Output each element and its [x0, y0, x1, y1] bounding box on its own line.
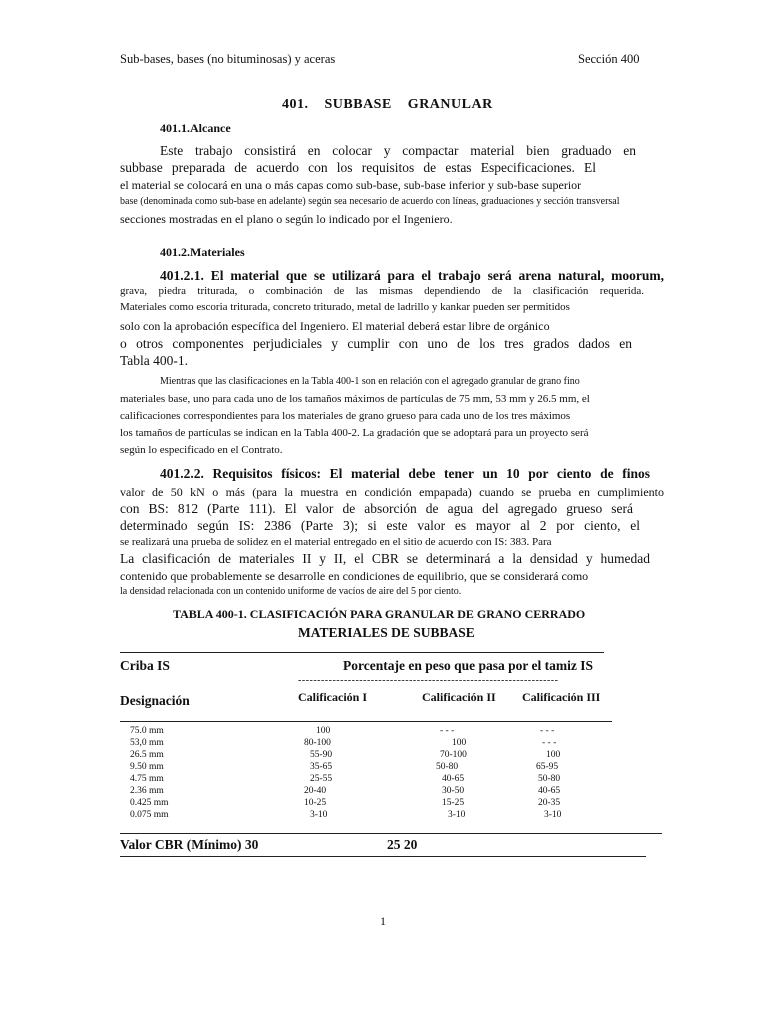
section-title: 401. SUBBASE GRANULAR [282, 97, 493, 112]
table-cell-grade-3: 50-80 [538, 774, 561, 784]
table-cell-grade-2: 70-100 [440, 750, 467, 760]
table-cell-sieve: 26.5 mm [130, 750, 164, 760]
alcance-line: secciones mostradas en el plano o según lo indicado por el Ingeniero. [120, 212, 453, 226]
table-rule-top [120, 652, 604, 653]
col-header-grade-2: Calificación II [422, 690, 496, 704]
table-cell-grade-1: 80-100 [304, 738, 331, 748]
table-cell-sieve: 75.0 mm [130, 726, 164, 736]
materials-line: o otros componentes perjudiciales y cumplir con uno de los tres grados dados en [120, 336, 632, 351]
gradation-line: los tamaños de partículas se indican en la Tabla 400-2. La gradación que se adoptará para un proyecto será [120, 427, 589, 439]
header-dash-rule: -------------------------------------------------------------------- [298, 675, 559, 686]
cbr-values: 25 20 [387, 837, 418, 852]
table-rule-body [120, 833, 662, 834]
materials-lead: 401.2.1. El material que se utilizará para el trabajo será arena natural, moorum, [160, 268, 664, 283]
gradation-line: materiales base, uno para cada uno de los tamaños máximos de partículas de 75 mm, 53 mm y 26.5 mm, el [120, 393, 590, 405]
col-header-percent: Porcentaje en peso que pasa por el tamiz IS [343, 658, 593, 673]
table-cell-grade-3: 3-10 [544, 810, 562, 820]
gradation-line: Mientras que las clasificaciones en la Tabla 400-1 son en relación con el agregado granular de grano fino [160, 376, 580, 387]
table-rule-header [120, 721, 612, 722]
table-cell-grade-3: - - - [540, 726, 555, 736]
gradation-line: calificaciones correspondientes para los materiales de grano grueso para cada uno de los tres máximos [120, 410, 571, 422]
alcance-line: el material se colocará en una o más capas como sub-base, sub-base inferior y sub-base superior [120, 178, 582, 192]
table-cell-grade-2: 15-25 [442, 798, 465, 808]
table-cell-grade-3: 20-35 [538, 798, 561, 808]
table-cell-sieve: 9.50 mm [130, 762, 164, 772]
table-cell-sieve: 53,0 mm [130, 738, 164, 748]
page-number: 1 [380, 914, 386, 928]
cbr-label: Valor CBR (Mínimo) 30 [120, 837, 259, 852]
col-header-grade-1: Calificación I [298, 690, 367, 704]
table-cell-grade-2: 100 [452, 738, 467, 748]
table-cell-sieve: 2.36 mm [130, 786, 164, 796]
table-caption: TABLA 400-1. CLASIFICACIÓN PARA GRANULAR DE GRANO CERRADO [173, 607, 586, 621]
table-cell-grade-2: - - - [440, 726, 455, 736]
physical-line: la densidad relacionada con un contenido uniforme de vacíos de aire del 5 por ciento. [120, 586, 462, 597]
table-cell-sieve: 4.75 mm [130, 774, 164, 784]
subsection-heading-alcance: 401.1.Alcance [160, 121, 231, 135]
table-cell-grade-2: 40-65 [442, 774, 465, 784]
alcance-line: base (denominada como sub-base en adelante) según sea necesario de acuerdo con líneas, graduaciones y sección transversal [120, 196, 620, 207]
physical-line: con BS: 812 (Parte 111). El valor de absorción de agua del agregado grueso será [120, 501, 633, 516]
table-cell-grade-1: 35-65 [310, 762, 333, 772]
col-header-sieve: Criba IS [120, 658, 170, 673]
table-caption-subtitle: MATERIALES DE SUBBASE [298, 625, 475, 640]
table-cell-sieve: 0.425 mm [130, 798, 169, 808]
table-cell-grade-3: 40-65 [538, 786, 561, 796]
table-cell-grade-1: 3-10 [310, 810, 328, 820]
table-cell-grade-1: 100 [316, 726, 331, 736]
table-cell-grade-1: 55-90 [310, 750, 333, 760]
physical-line: se realizará una prueba de solidez en el material entregado en el sitio de acuerdo con IS: 383. Para [120, 536, 552, 548]
table-cell-grade-3: - - - [542, 738, 557, 748]
col-header-grade-3: Calificación III [522, 690, 601, 704]
table-cell-grade-3: 65-95 [536, 762, 559, 772]
physical-line: contenido que probablemente se desarrolle en condiciones de equilibrio, que se considerará como [120, 569, 589, 583]
physical-line: determinado según IS: 2386 (Parte 3); si este valor es mayor al 2 por ciento, el [120, 518, 640, 533]
materials-line: solo con la aprobación específica del Ingeniero. El material deberá estar libre de orgánico [120, 319, 550, 333]
table-cell-sieve: 0.075 mm [130, 810, 169, 820]
alcance-line: subbase preparada de acuerdo con los requisitos de estas Especificaciones. El [120, 160, 596, 175]
running-header-right: Sección 400 [578, 52, 640, 66]
materials-line: Tabla 400-1. [120, 353, 189, 368]
gradation-line: según lo especificado en el Contrato. [120, 444, 283, 456]
subsection-heading-materiales: 401.2.Materiales [160, 245, 245, 259]
table-cell-grade-1: 25-55 [310, 774, 333, 784]
table-cell-grade-2: 3-10 [448, 810, 466, 820]
materials-line: Materiales como escoria triturada, concreto triturado, metal de ladrillo y kankar pueden ser permitidos [120, 301, 570, 313]
materials-line: grava, piedra triturada, o combinación de las mismas dependiendo de la clasificación requerida. [120, 285, 644, 297]
table-cell-grade-3: 100 [546, 750, 561, 760]
table-cell-grade-1: 20-40 [304, 786, 327, 796]
alcance-line: Este trabajo consistirá en colocar y compactar material bien graduado en [160, 143, 636, 158]
table-cell-grade-1: 10-25 [304, 798, 327, 808]
physical-requirements-lead: 401.2.2. Requisitos físicos: El material debe tener un 10 por ciento de finos [160, 466, 650, 481]
running-header-left: Sub-bases, bases (no bituminosas) y aceras [120, 52, 336, 66]
col-header-designation: Designación [120, 693, 190, 708]
physical-line: La clasificación de materiales II y II, el CBR se determinará a la densidad y humedad [120, 551, 650, 566]
physical-line: valor de 50 kN o más (para la muestra en condición empapada) cuando se prueba en cumplimiento [120, 485, 664, 499]
table-rule-bottom [120, 856, 646, 857]
table-cell-grade-2: 30-50 [442, 786, 465, 796]
table-cell-grade-2: 50-80 [436, 762, 459, 772]
